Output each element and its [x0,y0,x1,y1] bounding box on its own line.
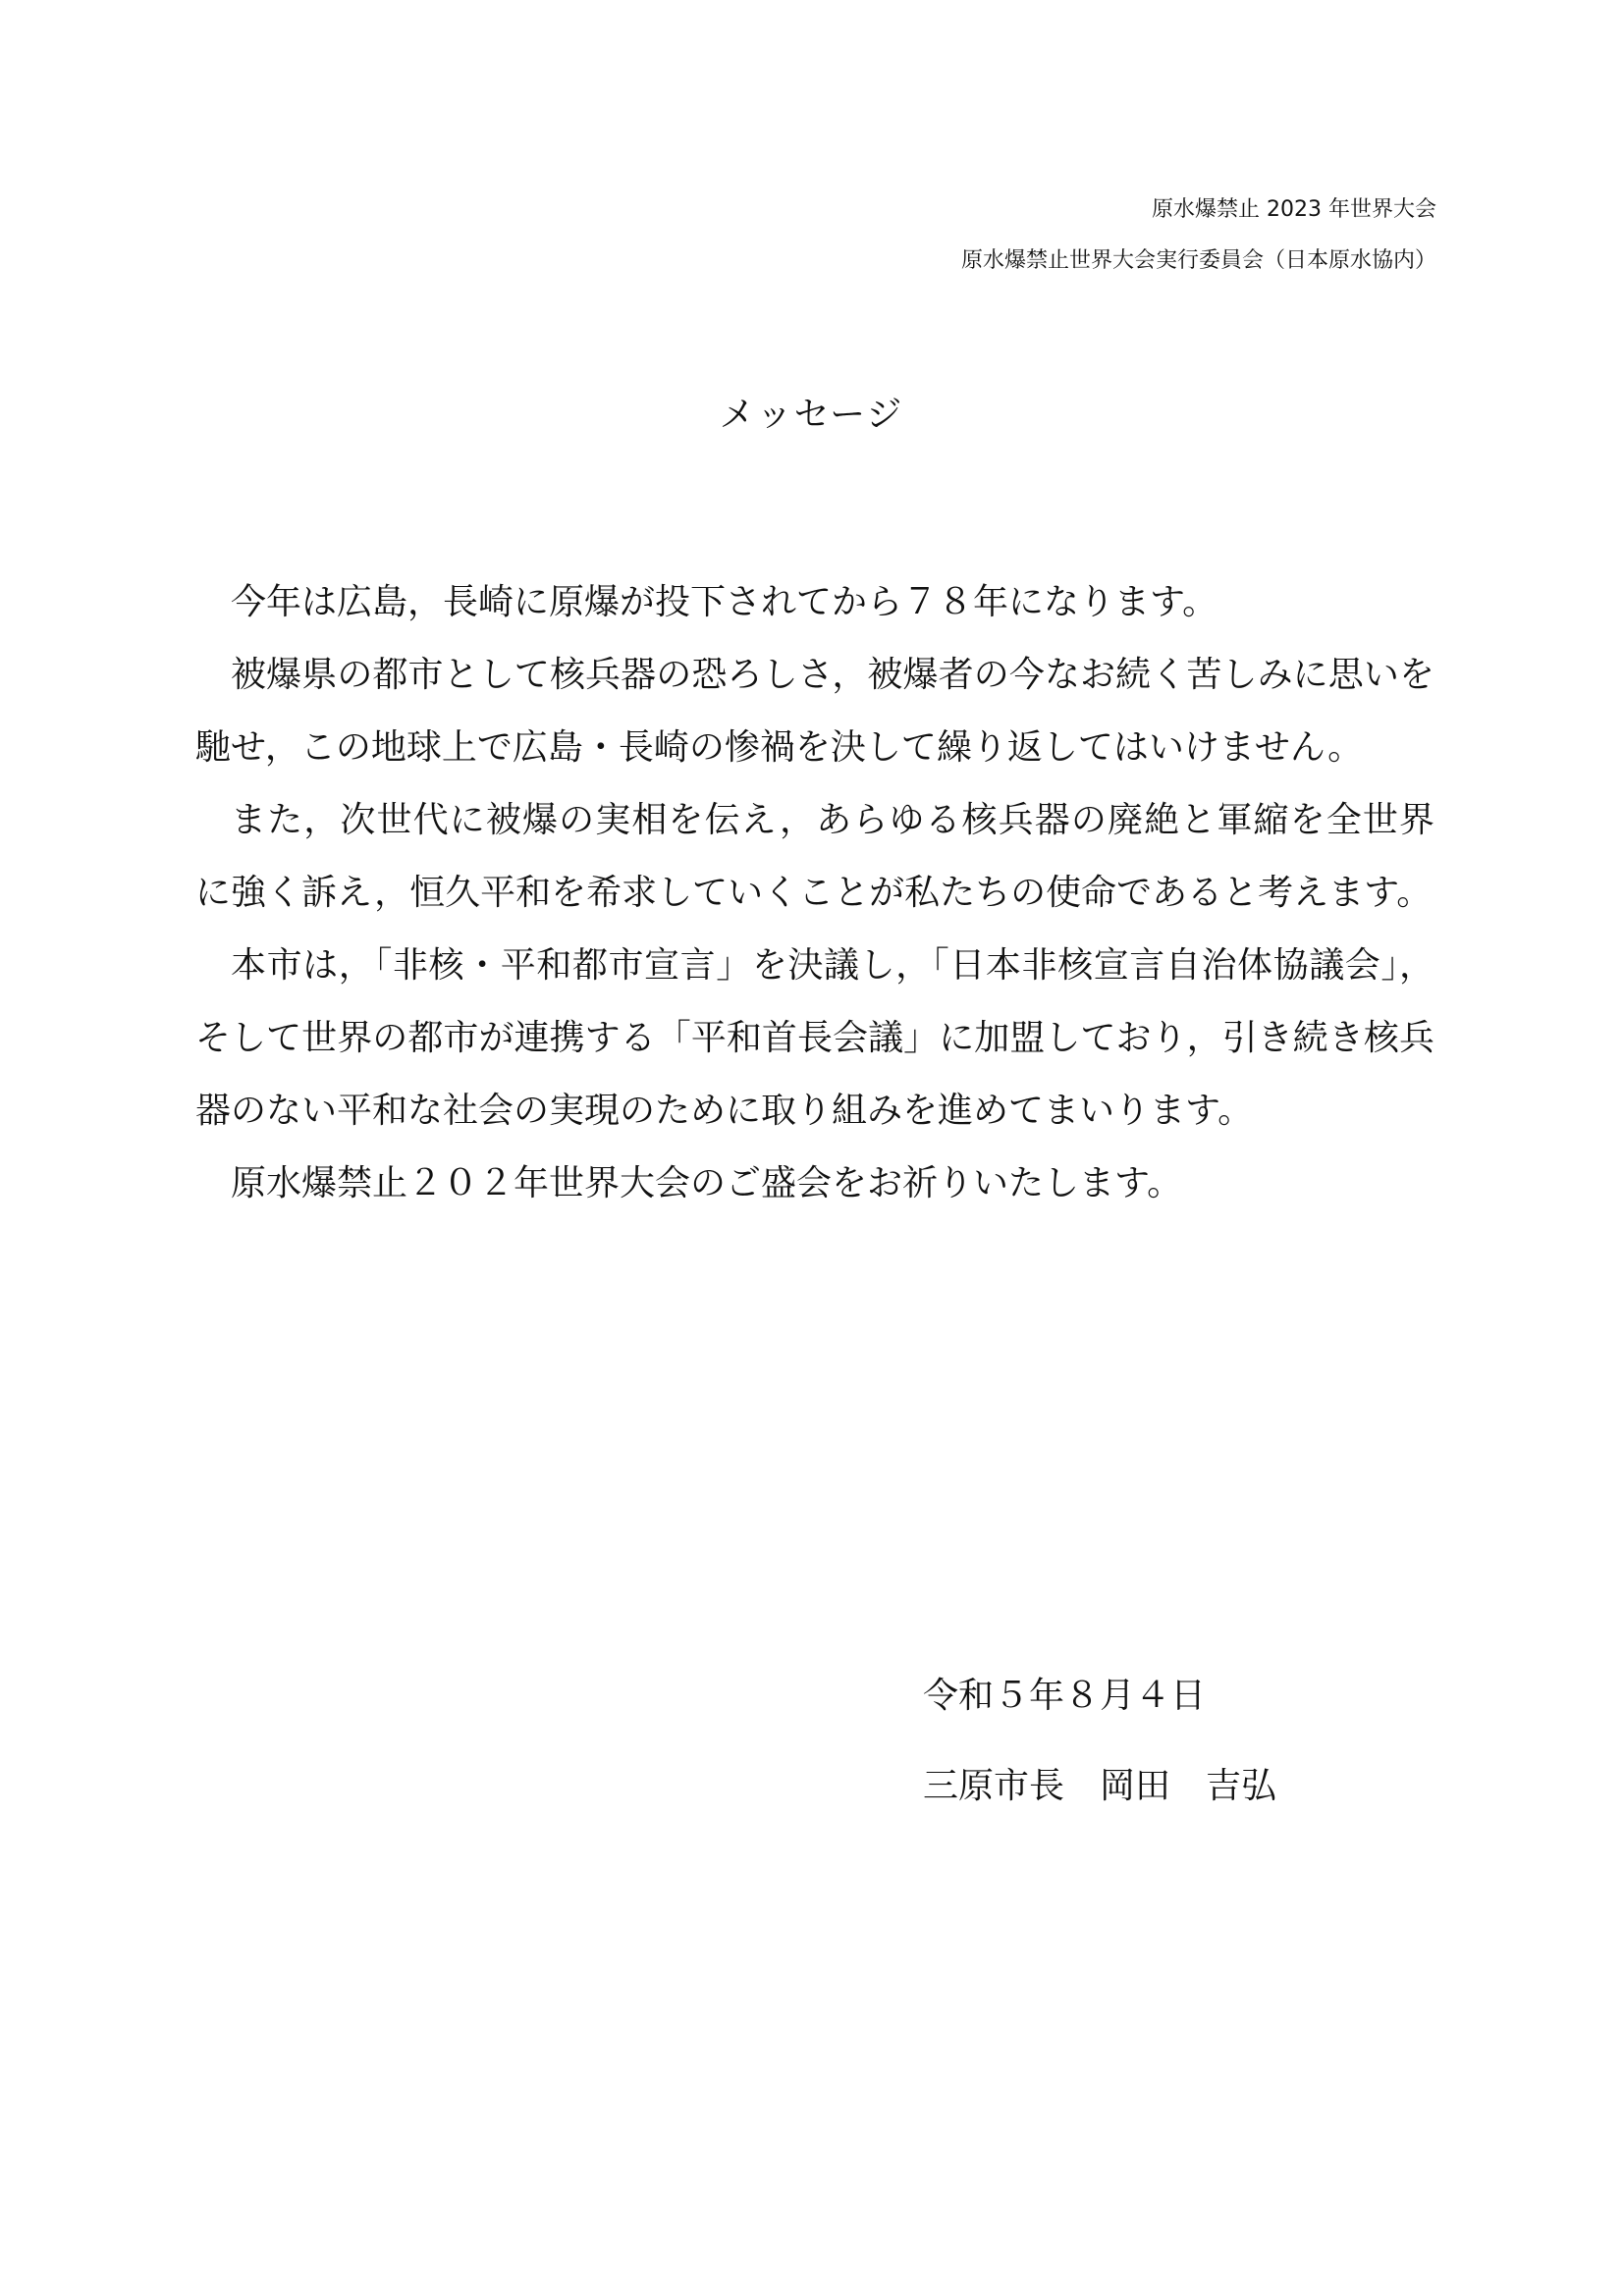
paragraph-4: 本市は，「非核・平和都市宣言」を決議し，「日本非核宣言自治体協議会」，そして世界の都市が連携する「平和首長会議」に加盟しており，引き続き核兵器のない平和な社会の実現のために取り組みを進めてまいります。 [195,945,1434,1131]
header-block [961,185,1436,287]
paragraph-5: 原水爆禁止２０２年世界大会のご盛会をお祈りいたします。 [231,1163,1183,1203]
document-title: メッセージ [719,395,904,435]
event-name: 原水爆禁止 2023 年世界大会 [1152,197,1436,222]
signature-author: 三原市長 岡田 吉弘 [923,1766,1277,1806]
committee-name: 原水爆禁止世界大会実行委員会（日本原水協内） [960,248,1436,273]
paragraph-2: 被爆県の都市として核兵器の恐ろしさ，被爆者の今なお続く苦しみに思いを馳せ，この地球上で広島・長崎の惨禍を決して繰り返してはいけません。 [195,655,1434,768]
paragraph-3: また，次世代に被爆の実相を伝え，あらゆる核兵器の廃絶と軍縮を全世界に強く訴え，恒久平和を希求していくことが私たちの使命であると考えます。 [195,800,1434,913]
signature-block [923,1651,1276,1832]
signature-date: 令和５年８月４日 [923,1676,1207,1716]
paragraph-1: 今年は広島，長崎に原爆が投下されてから７８年になります。 [231,582,1218,622]
message-body [195,566,1434,1220]
